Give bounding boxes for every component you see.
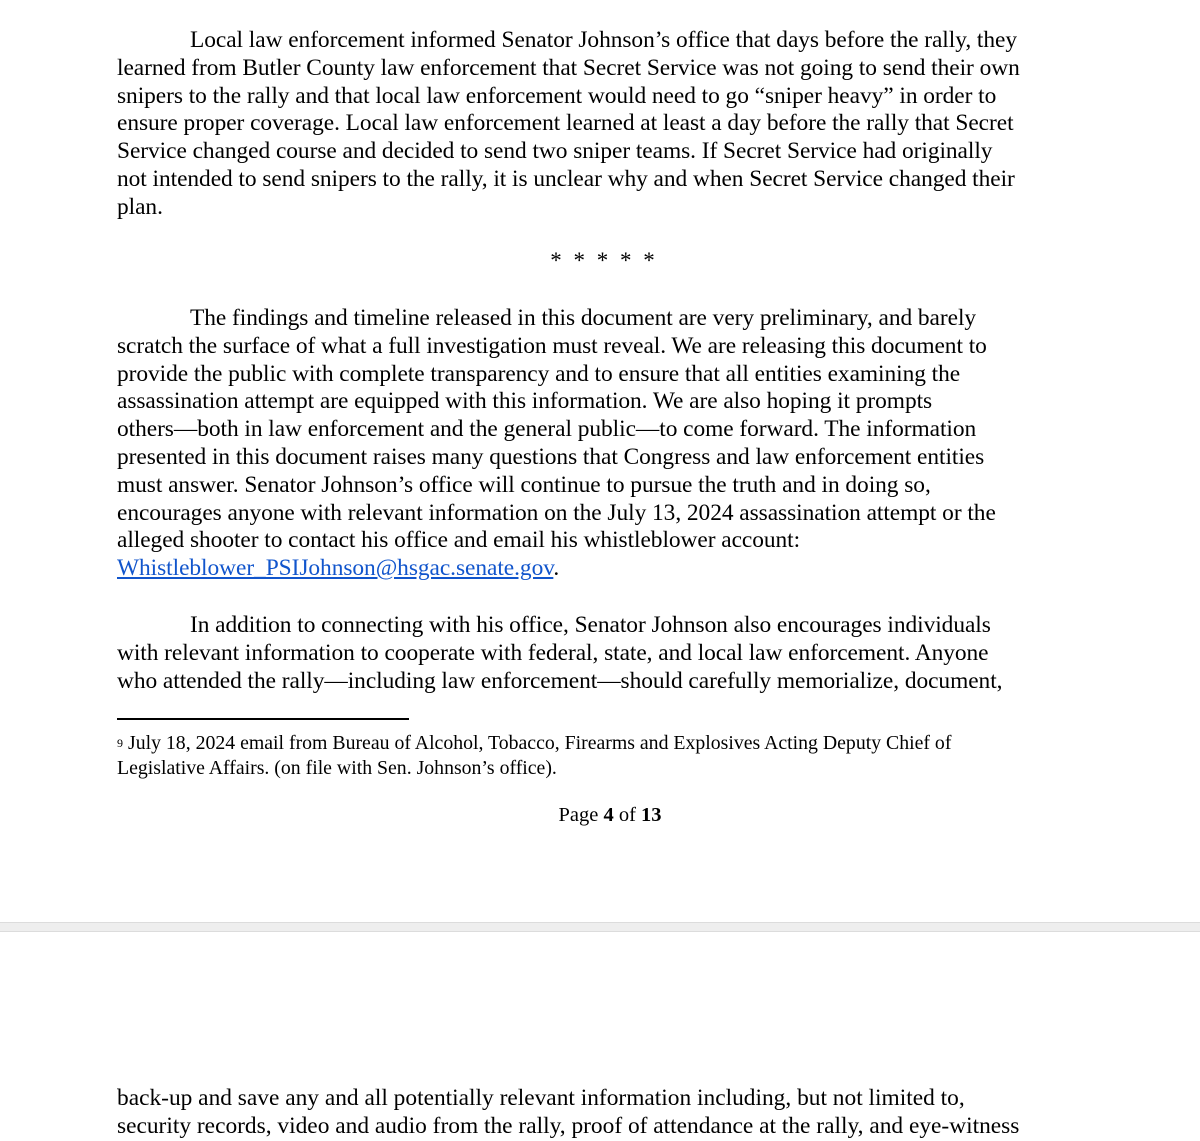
paragraph-line: plan. [117, 193, 163, 220]
paragraph-line: encourages anyone with relevant information on the July 13, 2024 assassination attempt or the [117, 499, 996, 526]
email-trailing-period: . [553, 555, 560, 582]
paragraph-line: Local law enforcement informed Senator Johnson’s office that days before the rally, they [190, 27, 1017, 53]
paragraph-line: ensure proper coverage. Local law enforcement learned at least a day before the rally that Secret [117, 110, 1014, 137]
paragraph-line: security records, video and audio from the rally, proof of attendance at the rally, and eye-witness [117, 1112, 1020, 1139]
paragraph-cooperation [117, 612, 1067, 695]
page-number-prefix: Page [558, 804, 599, 826]
paragraph-preliminary-findings [117, 305, 1067, 583]
paragraph-line: The findings and timeline released in this document are very preliminary, and barely [190, 305, 977, 331]
paragraph-line: provide the public with complete transparency and to ensure that all entities examining the [117, 360, 961, 387]
whistleblower-email-link[interactable]: Whistleblower_PSIJohnson@hsgac.senate.gov [117, 555, 554, 582]
paragraph-line: In addition to connecting with his office, Senator Johnson also encourages individuals [190, 612, 991, 638]
paragraph-line: must answer. Senator Johnson’s office will continue to pursue the truth and in doing so, [117, 471, 931, 498]
paragraph-line: others—both in law enforcement and the general public—to come forward. The information [117, 416, 977, 443]
page-break-gap [0, 922, 1200, 932]
section-separator: * * * * * [550, 248, 658, 273]
footnote-number: 9 [117, 736, 123, 750]
paragraph-line: assassination attempt are equipped with this information. We are also hoping it prompts [117, 388, 933, 415]
paragraph-line: with relevant information to cooperate with federal, state, and local law enforcement. Anyone [117, 639, 989, 666]
paragraph-line: scratch the surface of what a full investigation must reveal. We are releasing this document to [117, 332, 987, 359]
footnote-divider [117, 718, 409, 720]
paragraph-line: back-up and save any and all potentially relevant information including, but not limited to, [117, 1085, 965, 1111]
paragraph-line: learned from Butler County law enforcement that Secret Service was not going to send their own [117, 54, 1020, 81]
paragraph-line: presented in this document raises many questions that Congress and law enforcement entities [117, 443, 985, 470]
page-number [0, 804, 1200, 827]
paragraph-line: who attended the rally—including law enforcement—should carefully memorialize, document, [117, 667, 1003, 694]
page-number-total: 13 [641, 804, 662, 826]
paragraph-line: snipers to the rally and that local law enforcement would need to go “sniper heavy” in order to [117, 82, 997, 109]
page-number-current: 4 [603, 804, 614, 826]
paragraph-sniper-coverage [117, 27, 1067, 222]
paragraph-line: Service changed course and decided to send two sniper teams. If Secret Service had originally [117, 138, 993, 165]
email-line [117, 555, 1067, 583]
footnote-9 [117, 731, 1067, 781]
paragraph-continued [117, 1085, 1077, 1141]
paragraph-line: alleged shooter to contact his office and email his whistleblower account: [117, 527, 801, 554]
footnote-text: July 18, 2024 email from Bureau of Alcohol, Tobacco, Firearms and Explosives Acting Deputy Chief of [128, 732, 952, 754]
page-number-of: of [618, 804, 636, 826]
footnote-line: Legislative Affairs. (on file with Sen. Johnson’s office). [117, 757, 557, 779]
footnote-line [117, 731, 1067, 756]
paragraph-line: not intended to send snipers to the rally, it is unclear why and when Secret Service changed their [117, 165, 1015, 192]
